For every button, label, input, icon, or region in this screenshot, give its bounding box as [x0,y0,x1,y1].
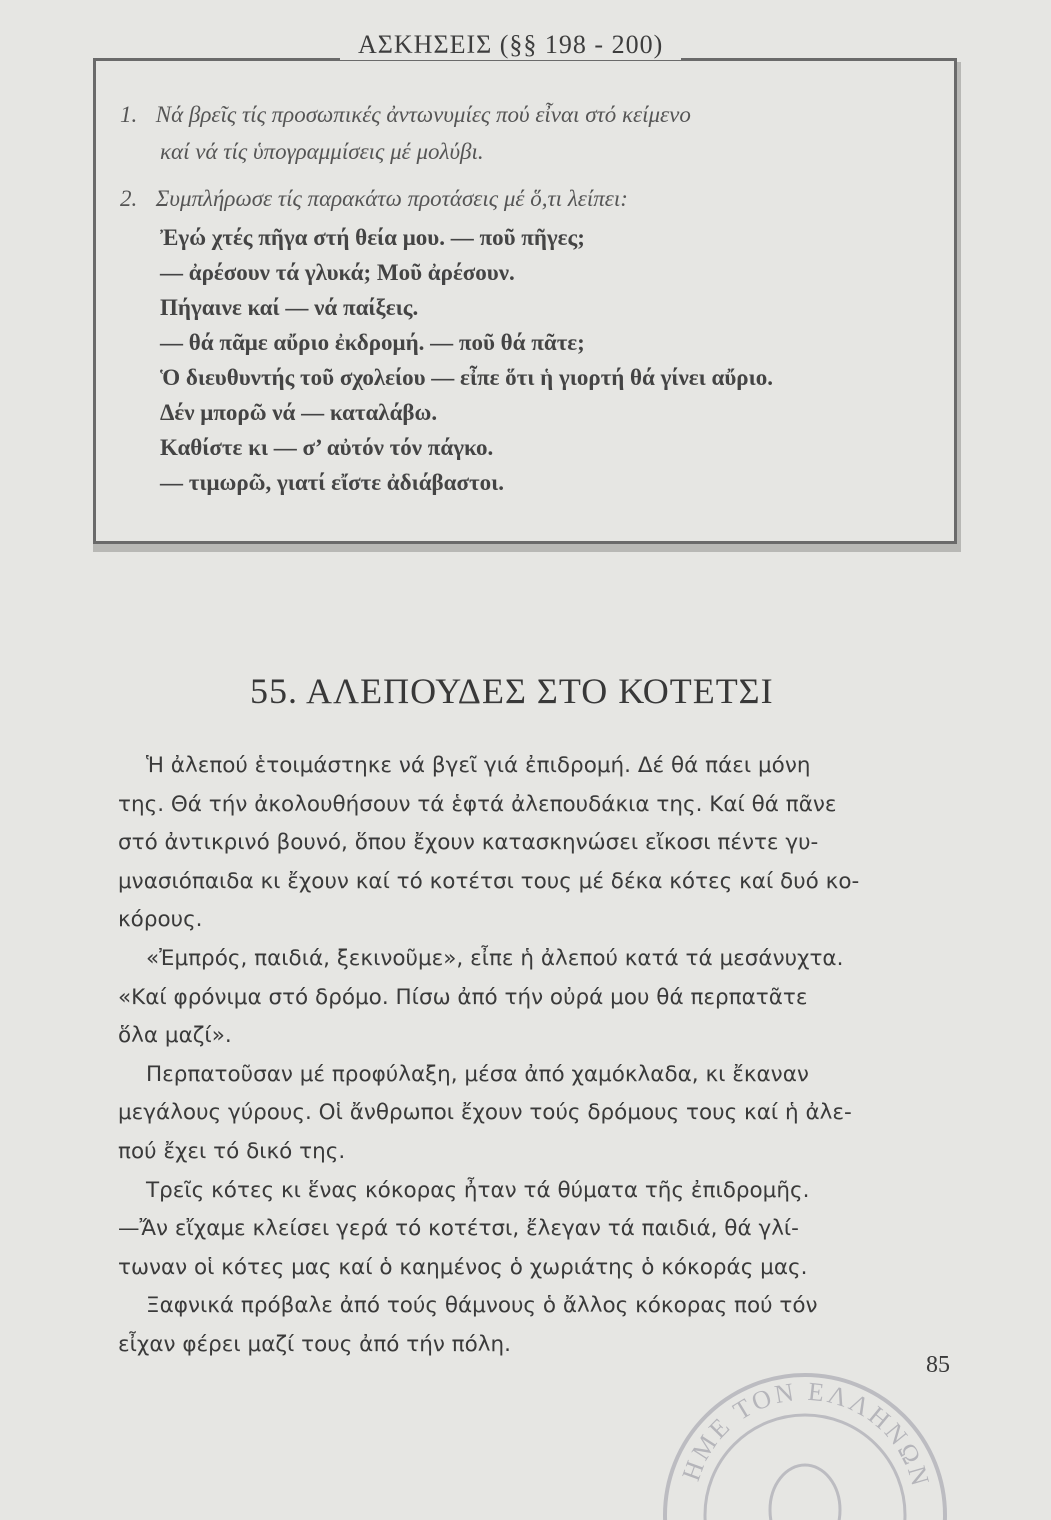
stamp-text: ΗΜΕ ΤΟΝ ΕΛΛΗΝΩΝ [676,1376,936,1492]
text-line: μεγάλους γύρους. Οἱ ἄνθρωποι ἔχουν τούς δρόμους τους καί ἡ ἀλε- [118,1100,852,1126]
sentence: Καθίστε κι — σ’ αὐτόν τόν πάγκο. [160,435,494,460]
exercise-line: καί νά τίς ὑπογραμμίσεις μέ μολύβι. [160,139,484,164]
text-line: Τρεῖς κότες κι ἕνας κόκορας ἦταν τά θύματα τῆς ἐπιδρομῆς. [146,1177,810,1203]
sentence: Ἐγώ χτές πῆγα στή θεία μου. — ποῦ πῆγες; [160,225,585,250]
sentence: — τιμωρῶ, γιατί εἴστε ἀδιάβαστοι. [160,470,505,495]
text-line: κόρους. [118,907,203,933]
text-line: τωναν οἱ κότες μας καί ὁ καημένος ὁ χωριάτης ὁ κόκοράς μας. [118,1254,808,1280]
story-paragraph [118,1056,956,1172]
sentence: — θά πᾶμε αὔριο ἐκδρομή. — ποῦ θά πᾶτε; [160,330,585,355]
fill-in-sentences [160,220,773,500]
text-line: «Καί φρόνιμα στό δρόμο. Πίσω ἀπό τήν οὐρά μου θά περπατᾶτε [118,984,808,1010]
text-line: στό ἀντικρινό βουνό, ὅπου ἔχουν κατασκηνώσει εἴκοσι πέντε γυ- [118,830,819,856]
text-line: Ἡ ἀλεπού ἑτοιμάστηκε νά βγεῖ γιά ἐπιδρομή. Δέ θά πάει μόνη [146,753,811,778]
text-line: μνασιόπαιδα κι ἔχουν καί τό κοτέτσι τους μέ δέκα κότες καί δυό κο- [118,868,860,894]
page-number: 85 [926,1352,950,1378]
text-line: της. Θά τήν ἀκολουθήσουν τά ἑφτά ἀλεπουδάκια της. Καί θά πᾶνε [118,791,837,817]
story-paragraph [118,1210,956,1287]
text-line: Περπατοῦσαν μέ προφύλαξη, μέσα ἀπό χαμόκλαδα, κι ἔκαναν [146,1061,809,1087]
story-title: 55. ΑΛΕΠΟΥΔΕΣ ΣΤΟ ΚΟΤΕΤΣΙ [250,671,774,711]
library-stamp [640,1320,970,1520]
sentence: — ἀρέσουν τά γλυκά; Μοῦ ἀρέσουν. [160,260,515,285]
text-line: πού ἔχει τό δικό της. [118,1138,346,1164]
exercise-2 [120,180,628,217]
box-shadow-bottom [93,543,961,552]
exercise-number: 1. [120,102,138,127]
exercise-number: 2. [120,186,138,211]
text-line: εἶχαν φέρει μαζί τους ἀπό τήν πόλη. [118,1331,511,1357]
sentence: Δέν μπορῶ νά — καταλάβω. [160,400,438,425]
story-paragraph [118,940,956,1056]
text-line: «Ἐμπρός, παιδιά, ξεκινοῦμε», εἶπε ἡ ἀλεπού κατά τά μεσάνυχτα. [146,945,844,971]
story-paragraph [118,1172,956,1211]
sentence: Πήγαινε καί — νά παίξεις. [160,295,419,320]
text-line: —Ἄν εἴχαμε κλείσει γερά τό κοτέτσι, ἔλεγαν τά παιδιά, θά γλί- [118,1216,799,1242]
story-body [118,747,956,1365]
exercise-line: Συμπλήρωσε τίς παρακάτω προτάσεις μέ ὅ,τι λείπει: [155,186,628,211]
exercise-line: Νά βρεῖς τίς προσωπικές ἀντωνυμίες πού εἶναι στό κείμενο [155,102,691,127]
exercise-1 [120,96,691,170]
exercise-heading: ΑΣΚΗΣΕΙΣ (§§ 198 - 200) [340,30,681,60]
story-paragraph [118,747,956,940]
text-line: Ξαφνικά πρόβαλε ἀπό τούς θάμνους ὁ ἄλλος κόκορας πού τόν [146,1293,818,1319]
text-line: ὅλα μαζί». [118,1023,232,1049]
sentence: Ὁ διευθυντής τοῦ σχολείου — εἶπε ὅτι ἡ γιορτή θά γίνει αὔριο. [160,365,773,390]
